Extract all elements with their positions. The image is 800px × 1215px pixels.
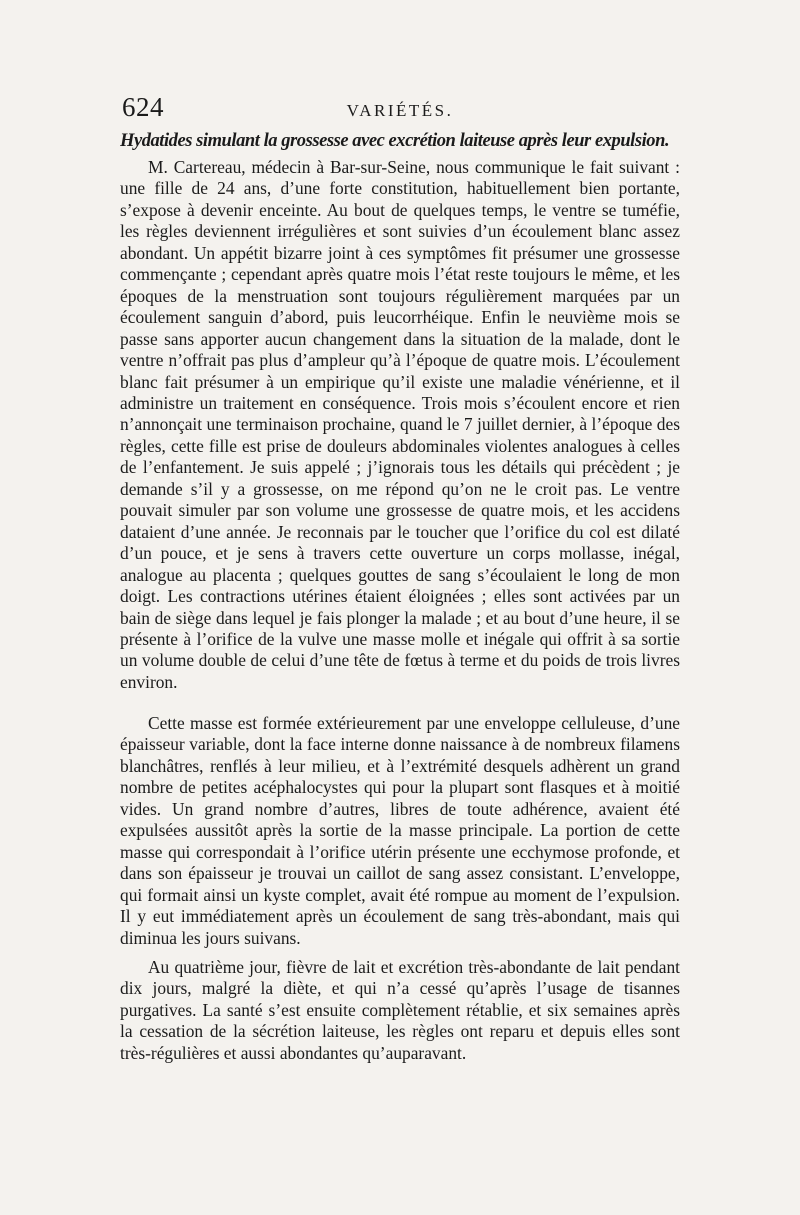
- body-paragraph-2: Cette masse est formée extérieurement par une enveloppe celluleuse, d’une épaisseur variable, dont la face interne donne naissance à de nombreux filamens blanchâtres, renflés à leur milieu, et à l’extrémité desquels adhèrent un grand nombre de petites acéphalocystes qui pour la plupart sont flasques et à moitié vides. Un grand nombre d’autres, libres de toute adhérence, avaient été expulsées aussitôt après la sortie de la masse principale. La portion de cette masse qui correspondait à l’orifice utérin présente une ecchymose profonde, et dans son épaisseur je trouvai un caillot de sang assez consistant. L’enveloppe, qui formait ainsi un kyste complet, avait été rompue au moment de l’expulsion. Il y eut immédiatement après un écoulement de sang très-abondant, mais qui diminua les jours suivans.: [120, 713, 680, 948]
- body-paragraph-3: Au quatrième jour, fièvre de lait et excrétion très-abondante de lait pendant dix jours, malgré la diète, et qui n’a cessé qu’après l’usage de tisannes purgatives. La santé s’est ensuite complètement rétablie, et six semaines après la cessation de la sécrétion laiteuse, les règles ont reparu et depuis elles sont très-régulières et aussi abondantes qu’auparavant.: [120, 957, 680, 1063]
- body-paragraph-1: M. Cartereau, médecin à Bar-sur-Seine, nous communique le fait suivant : une fille de 24 ans, d’une forte constitution, habituellement bien portante, s’expose à devenir enceinte. Au bout de quelques temps, le ventre se tuméfie, les règles deviennent irrégulières et sont suivies d’un écoulement blanc assez abondant. Un appétit bizarre joint à ces symptômes fit présumer une grossesse commençante ; cependant après quatre mois l’état reste toujours le même, et les époques de la menstruation sont toujours régulièrement marquées par un écoulement sanguin d’abord, puis leucorrhéique. Enfin le neuvième mois se passe sans apporter aucun changement dans la situation de la malade, dont le ventre n’offrait pas plus d’ampleur qu’à l’époque de quatre mois. L’écoulement blanc fait présumer à un empirique qu’il existe une maladie vénérienne, et il administre un traitement en conséquence. Trois mois s’écoulent encore et rien n’annonçait une terminaison prochaine, quand le 7 juillet dernier, à l’époque des règles, cette fille est prise de douleurs abdominales violentes analogues à celles de l’enfantement. Je suis appelé ; j’ignorais tous les détails qui précèdent ; je demande s’il y a grossesse, on me répond qu’on ne le croit pas. Le ventre pouvait simuler par son volume une grossesse de quatre mois, et les accidens dataient d’une année. Je reconnais par le toucher que l’orifice du col est dilaté d’un pouce, et je sens à travers cette ouverture un corps mollasse, inégal, analogue au placenta ; quelques gouttes de sang s’écoulaient le long de mon doigt. Les contractions utérines étaient éloignées ; elles sont activées par un bain de siège dans lequel je fais plonger la malade ; et au bout d’une heure, il se présente à l’orifice de la vulve une masse molle et inégale qui offrit à sa sortie un volume double de celui d’une tête de fœtus à terme et du poids de trois livres environ.: [120, 157, 680, 692]
- page-number: 624: [122, 92, 164, 122]
- running-head: VARIÉTÉS.: [346, 101, 454, 120]
- article-title: Hydatides simulant la grossesse avec excrétion laiteuse après leur expulsion.: [120, 131, 670, 151]
